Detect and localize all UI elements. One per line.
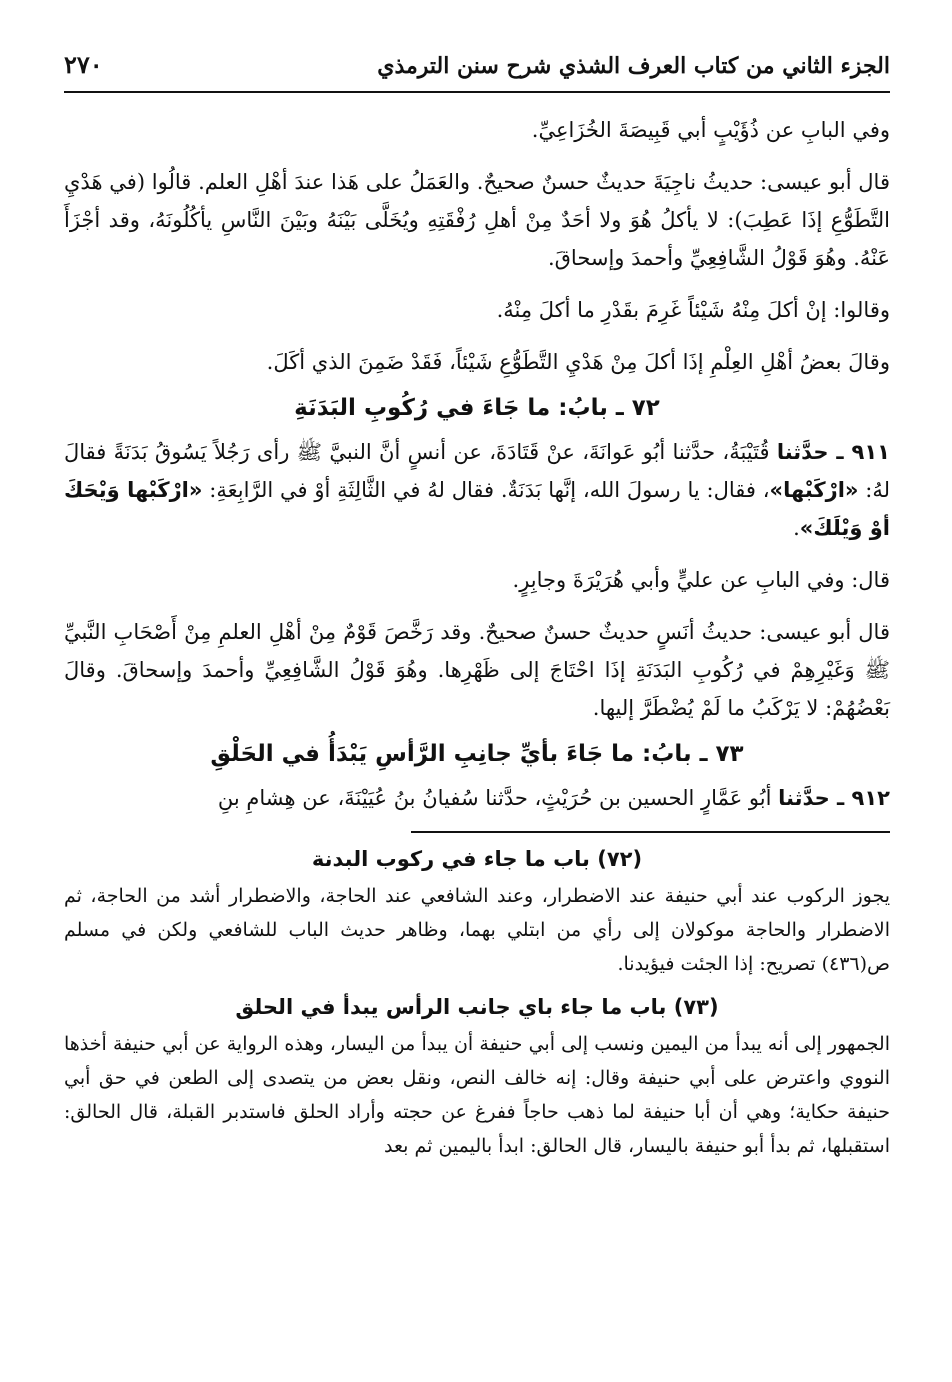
footnotes [64,847,890,1163]
paragraph-5: قال: وفي البابِ عن عليٍّ وأبي هُرَيْرَةَ وجابِرٍ. [512,568,890,592]
paragraph-3: وقالوا: إنْ أكلَ مِنْهُ شَيْئاً غَرِمَ بقَدْرِ ما أكلَ مِنْهُ. [496,298,890,322]
running-header [64,50,890,93]
paragraph-1: وفي البابِ عن ذُؤَيْبٍ أبي قَبِيصَةَ الخُزَاعِيِّ. [531,118,890,142]
hadith-912 [64,779,890,817]
hadith-911-text-2: ، فقال: يا رسولَ الله، إنَّها بَدَنَةٌ. فقال لهُ في الثَّالِثَةِ أوْ في الرَّابِعَةِ: [209,478,770,502]
hadith-911 [64,433,890,547]
hadith-911-number: ٩١١ ـ حدَّثنا [776,440,890,464]
chapter-heading-72: ٧٢ ـ بابُ: ما جَاءَ في رُكُوبِ البَدَنَةِ [294,395,660,421]
main-text [64,111,890,817]
page-number: ٢٧٠ [64,50,103,79]
paragraph-4: وقالَ بعضُ أهْلِ العِلْمِ إذَا أكلَ مِنْ هَدْيِ التَّطَوُّعِ شَيْئاً، فَقَدْ ضَمِنَ الذي أكَلَ. [266,350,890,374]
footnote-72-heading: (٧٢) باب ما جاء في ركوب البدنة [311,847,643,871]
hadith-911-quote-1: «ارْكَبْها» [769,478,859,502]
hadith-912-number: ٩١٢ ـ حدَّثنا [778,786,890,810]
running-title: الجزء الثاني من كتاب العرف الشذي شرح سنن الترمذي [377,53,890,79]
hadith-911-end: . [793,516,800,540]
footnote-divider [411,831,890,833]
paragraph-6: قال أبو عيسى: حديثُ أنَسٍ حديثٌ حسنٌ صحيحٌ. وقد رَخَّصَ قَوْمٌ مِنْ أهْلِ العلمِ مِنْ أَصْحَابِ النَّبيِّ ﷺ وَغَيْرِهِمْ في رُكُوبِ البَدَنَةِ إذَا احْتَاجَ إلى ظَهْرِها. وهُوَ قَوْلُ الشَّافِعِيِّ وأحمدَ وإسحاقَ. وقالَ بَعْضُهُمْ: لا يَرْكَبُ ما لَمْ يُضْطَرَّ إليها. [64,620,890,720]
hadith-911-quote-2: «ارْكَبْها وَيْحَكَ أوْ وَيْلَكَ» [64,478,890,540]
hadith-911-text: قُتَيْبَةُ، حدَّثنا أبُو عَوانَةَ، عنْ قَتَادَةَ، عن أنسٍ أنَّ النبيَّ ﷺ رأى رَجُلاً يَسُوقُ بَدَنَةً فقالَ لهُ: [64,440,891,502]
chapter-heading-73: ٧٣ ـ بابُ: ما جَاءَ بأيِّ جانِبِ الرَّأسِ يَبْدَأُ في الحَلْقِ [210,741,744,767]
paragraph-2: قال أبو عيسى: حديثُ ناجِيَةَ حديثٌ حسنٌ صحيحٌ. والعَمَلُ على هَذا عندَ أهْلِ العلم. قالُوا (في هَدْيِ التَّطَوُّعِ إذَا عَطِبَ): لا يأكلُ هُوَ ولا أحَدٌ مِنْ أهلِ رُفْقَتِهِ ويُخَلَّى بَيْنَهُ وبَيْنَ النَّاسِ يأكُلُونَهُ، وقد أجْزَأَ عَنْهُ. وهُوَ قَوْلُ الشَّافِعِيِّ وأحمدَ وإسحاقَ. [64,170,890,270]
footnote-73-text: الجمهور إلى أنه يبدأ من اليمين ونسب إلى أبي حنيفة أن يبدأ من اليسار، وهذه الرواية عن أبي حنيفة أخذها النووي واعترض على أبي حنيفة وقال: إنه خالف النص، ونقل بعض من يتصدى إلى الطعن في حق أبي حنيفة حكاية؛ وهي أن أبا حنيفة لما ذهب حاجاً ففرغ عن حجته وأراد الحلق فاستدبر القبلة، قال الحالق: استقبلها، ثم بدأ أبو حنيفة باليسار، قال الحالق: ابدأ باليمين ثم بعد [64,1033,890,1157]
footnote-72-text: يجوز الركوب عند أبي حنيفة عند الاضطرار، وعند الشافعي عند الحاجة، والاضطرار أشد من الحاجة، ثم الاضطرار والحاجة موكولان إلى رأي من ابتلي بهما، وظاهر حديث الباب للشافعي ولكن في مسلم ص(٤٣٦) تصريح: إذا الجئت فيؤيدنا. [64,885,890,975]
footnote-73-heading: (٧٣) باب ما جاء باي جانب الرأس يبدأ في الحلق [235,995,719,1019]
hadith-912-text: أبُو عَمَّارٍ الحسين بن حُرَيْثٍ، حدَّثنا سُفيانُ بنُ عُيَيْنَةَ، عن هِشامِ بنِ [217,786,772,810]
